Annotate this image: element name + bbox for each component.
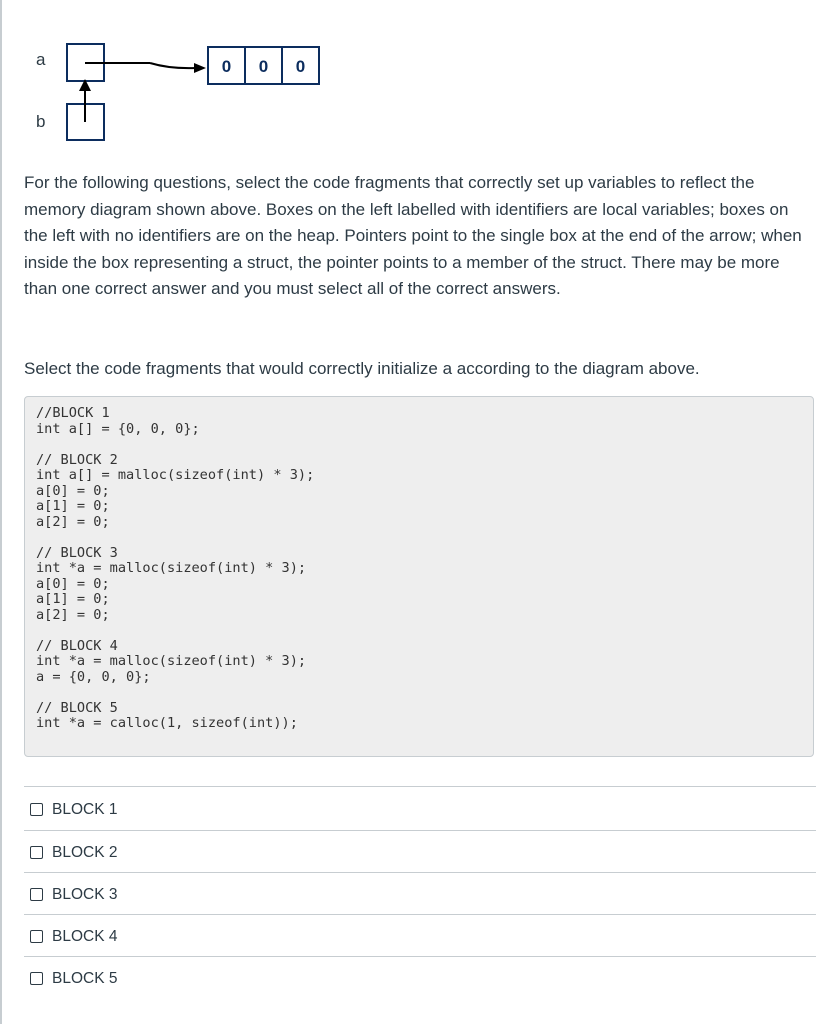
array-cell-2: 0 xyxy=(295,57,306,76)
option-block-4[interactable] xyxy=(24,914,816,956)
code-line: // BLOCK 5 xyxy=(36,699,118,716)
option-label: BLOCK 4 xyxy=(52,927,118,945)
checkbox[interactable] xyxy=(30,846,43,859)
code-line xyxy=(36,685,802,701)
checkbox[interactable] xyxy=(30,803,43,816)
checkbox[interactable] xyxy=(30,888,43,901)
pointer-a-curve xyxy=(150,63,196,68)
code-line: a[0] = 0; xyxy=(36,575,110,592)
code-line xyxy=(36,623,802,639)
question-intro: For the following questions, select the code fragments that correctly set up variables to reflect the memory diagram shown above. Boxes on the left labelled with identifiers are local variables; boxes on the left with no identifiers are on the heap. Pointers point to the single box at the end of the arrow; when inside the box representing a struct, the pointer points to a member of the struct. There may be more than one correct answer and you must select all of the correct answers. xyxy=(24,173,802,298)
option-label: BLOCK 5 xyxy=(52,969,118,987)
diagram-graphics xyxy=(0,0,838,160)
code-line: int *a = calloc(1, sizeof(int)); xyxy=(36,715,298,731)
code-line xyxy=(36,530,802,546)
question-prompt: Select the code fragments that would correctly initialize a according to the diagram above. xyxy=(24,359,700,378)
option-label: BLOCK 1 xyxy=(52,800,118,818)
option-block-2[interactable] xyxy=(24,830,816,872)
code-line: a[2] = 0; xyxy=(36,606,110,623)
code-line: int *a = malloc(sizeof(int) * 3); xyxy=(36,560,307,576)
code-line: int *a = malloc(sizeof(int) * 3); xyxy=(36,653,307,669)
code-line: a[1] = 0; xyxy=(36,591,110,607)
variable-label-a: a xyxy=(36,50,46,69)
option-label: BLOCK 2 xyxy=(52,843,118,861)
checkbox[interactable] xyxy=(30,972,43,985)
checkbox[interactable] xyxy=(30,930,43,943)
code-line: // BLOCK 4 xyxy=(36,637,118,654)
array-cell-1: 0 xyxy=(258,57,269,76)
option-block-5[interactable] xyxy=(24,956,816,998)
code-line: a[2] = 0; xyxy=(36,513,110,530)
code-line: a[1] = 0; xyxy=(36,498,110,514)
memory-diagram xyxy=(0,0,838,160)
array-cell-0: 0 xyxy=(221,57,232,76)
code-line: // BLOCK 3 xyxy=(36,544,118,561)
code-line: // BLOCK 2 xyxy=(36,451,118,468)
pointer-a-arrowhead xyxy=(194,63,206,73)
code-line: int a[] = malloc(sizeof(int) * 3); xyxy=(36,467,315,483)
code-line: a = {0, 0, 0}; xyxy=(36,668,151,685)
answer-options xyxy=(24,786,816,998)
option-block-1[interactable] xyxy=(24,786,816,830)
variable-label-b: b xyxy=(36,112,46,131)
code-line xyxy=(36,437,802,453)
code-line: a[0] = 0; xyxy=(36,482,110,499)
option-label: BLOCK 3 xyxy=(52,885,118,903)
option-block-3[interactable] xyxy=(24,872,816,914)
code-block xyxy=(24,396,814,757)
code-line: //BLOCK 1 xyxy=(36,405,110,421)
code-line: int a[] = {0, 0, 0}; xyxy=(36,420,200,437)
